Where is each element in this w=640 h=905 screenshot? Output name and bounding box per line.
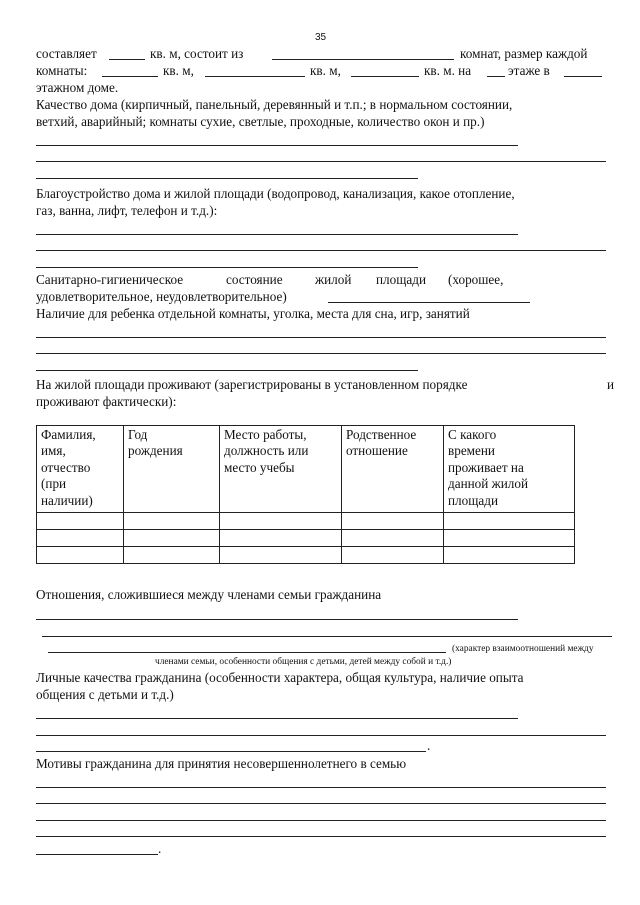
table-header-row [37, 426, 575, 513]
residents-table [36, 425, 575, 564]
table-cell[interactable] [37, 547, 124, 564]
housing-line1-sqm: кв. м, состоит из [150, 46, 244, 61]
room-size-blank-3[interactable] [351, 76, 419, 77]
floors-total-blank[interactable] [564, 76, 602, 77]
relations-title: Отношения, сложившиеся между членами семьи гражданина [36, 587, 382, 602]
col-header-name-l4: (при [41, 476, 67, 492]
residents-line2: проживают фактически): [36, 394, 177, 409]
col-header-name [37, 426, 124, 513]
child-room-blank-2[interactable] [36, 353, 606, 354]
house-quality-blank-3[interactable] [36, 178, 418, 179]
housing-line2-sqm-c: кв. м. на [424, 63, 472, 78]
relations-note-2: членами семьи, особенности общения с детьми, детей между собой и т.д.) [155, 657, 452, 667]
table-cell[interactable] [124, 547, 220, 564]
child-room-line1: Наличие для ребенка отдельной комнаты, уголка, места для сна, игр, занятий [36, 306, 470, 321]
room-size-blank-2[interactable] [205, 76, 305, 77]
col-header-since-l5: площади [448, 492, 499, 508]
personal-line2: общения с детьми и т.д.) [36, 687, 174, 702]
table-cell[interactable] [220, 513, 342, 530]
col-header-birth-year [124, 426, 220, 513]
residents-line1-end: и [607, 377, 615, 392]
table-cell[interactable] [342, 547, 444, 564]
child-room-blank-3[interactable] [36, 370, 418, 371]
motives-period: . [158, 841, 162, 856]
amenities-blank-2[interactable] [36, 250, 606, 251]
table-cell[interactable] [342, 513, 444, 530]
housing-line2-sqm-a: кв. м, [163, 63, 194, 78]
table-cell[interactable] [342, 530, 444, 547]
sanitary-word-5: (хорошее, [448, 272, 504, 287]
rooms-count-blank[interactable] [272, 59, 454, 60]
amenities-line2: газ, ванна, лифт, телефон и т.д.): [36, 203, 218, 218]
sanitary-blank[interactable] [328, 302, 530, 303]
sanitary-word-2: состояние [226, 272, 283, 287]
sanitary-word-4: площади [376, 272, 427, 287]
col-header-relation-l2: отношение [346, 443, 408, 459]
col-header-work-l2: должность или [224, 443, 309, 459]
table-row [37, 530, 575, 547]
col-header-birth-year-l1: Год [128, 427, 148, 442]
amenities-line1: Благоустройство дома и жилой площади (водопровод, канализация, какое отопление, [36, 186, 515, 201]
personal-blank-2[interactable] [36, 735, 606, 736]
child-room-blank-1[interactable] [36, 337, 606, 338]
housing-line1-prefix: составляет [36, 46, 97, 61]
table-cell[interactable] [220, 547, 342, 564]
motives-title: Мотивы гражданина для принятия несовершеннолетнего в семью [36, 756, 407, 771]
motives-blank-2[interactable] [36, 803, 606, 804]
relations-note-1: (характер взаимоотношений между [452, 644, 594, 654]
col-header-name-l1: Фамилия, [41, 427, 96, 442]
area-blank[interactable] [109, 59, 145, 60]
room-size-blank-1[interactable] [102, 76, 158, 77]
housing-line1-rooms: комнат, размер каждой [460, 46, 588, 61]
amenities-blank-1[interactable] [36, 234, 518, 235]
floor-blank[interactable] [487, 76, 505, 77]
table-cell[interactable] [37, 513, 124, 530]
house-quality-line2: ветхий, аварийный; комнаты сухие, светлые, проходные, количество окон и пр.) [36, 114, 485, 129]
col-header-work-l3: место учебы [224, 459, 295, 475]
col-header-since [444, 426, 575, 513]
page-number: 35 [315, 32, 327, 43]
table-cell[interactable] [444, 530, 575, 547]
col-header-since-l3: проживает на [448, 459, 524, 475]
table-row [37, 513, 575, 530]
table-cell[interactable] [444, 513, 575, 530]
residents-line1: На жилой площади проживают (зарегистрированы в установленном порядке [36, 377, 468, 392]
personal-blank-1[interactable] [36, 718, 518, 719]
personal-period: . [427, 738, 431, 753]
sanitary-line2: удовлетворительное, неудовлетворительное) [36, 289, 287, 304]
table-cell[interactable] [124, 530, 220, 547]
housing-line2-sqm-b: кв. м, [310, 63, 341, 78]
relations-blank-1[interactable] [36, 619, 518, 620]
col-header-birth-year-l2: рождения [128, 443, 183, 459]
col-header-work [220, 426, 342, 513]
relations-blank-2[interactable] [42, 636, 612, 637]
col-header-relation-l1: Родственное [346, 427, 417, 442]
motives-blank-5[interactable] [36, 854, 158, 855]
col-header-since-l1: С какого [448, 427, 497, 442]
motives-blank-3[interactable] [36, 820, 606, 821]
col-header-name-l5: наличии) [41, 492, 93, 508]
relations-blank-3[interactable] [48, 652, 446, 653]
col-header-since-l2: времени [448, 443, 495, 459]
house-quality-blank-2[interactable] [36, 161, 606, 162]
amenities-blank-3[interactable] [36, 267, 418, 268]
personal-blank-3[interactable] [36, 751, 426, 752]
house-quality-line1: Качество дома (кирпичный, панельный, деревянный и т.п.; в нормальном состоянии, [36, 97, 513, 112]
table-cell[interactable] [124, 513, 220, 530]
col-header-relation [342, 426, 444, 513]
sanitary-word-3: жилой [315, 272, 352, 287]
col-header-name-l2: имя, [41, 443, 66, 459]
housing-line2-floor: этаже в [508, 63, 550, 78]
col-header-since-l4: данной жилой [448, 476, 529, 492]
sanitary-word-1: Санитарно-гигиеническое [36, 272, 184, 287]
motives-blank-4[interactable] [36, 836, 606, 837]
housing-line2-rooms: комнаты: [36, 63, 88, 78]
table-cell[interactable] [444, 547, 575, 564]
col-header-work-l1: Место работы, [224, 427, 307, 442]
housing-line3: этажном доме. [36, 80, 119, 95]
table-cell[interactable] [37, 530, 124, 547]
motives-blank-1[interactable] [36, 787, 606, 788]
table-row [37, 547, 575, 564]
personal-line1: Личные качества гражданина (особенности характера, общая культура, наличие опыта [36, 670, 524, 685]
col-header-name-l3: отчество [41, 459, 91, 475]
house-quality-blank-1[interactable] [36, 145, 518, 146]
table-cell[interactable] [220, 530, 342, 547]
